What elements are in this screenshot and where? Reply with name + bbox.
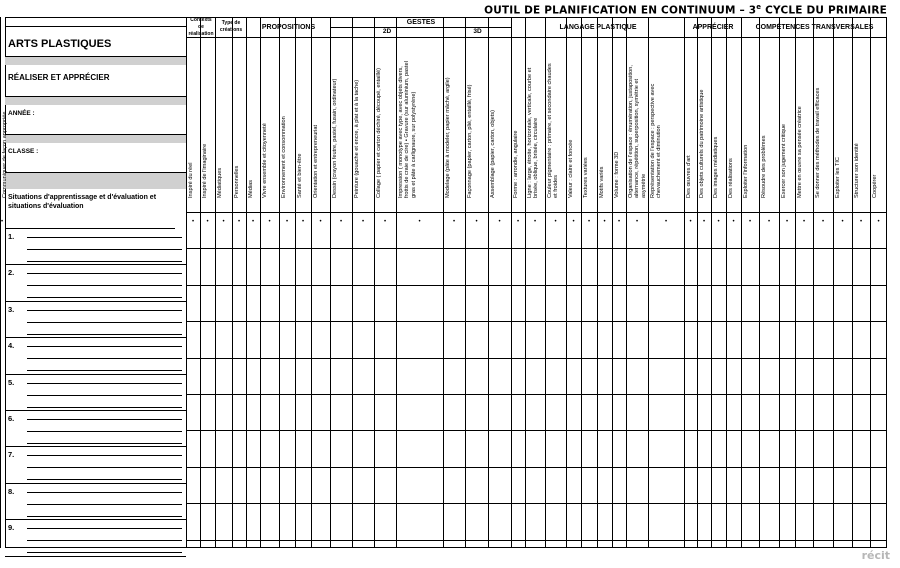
- situation-row[interactable]: [5, 302, 186, 338]
- bullet-icon: •: [517, 219, 520, 225]
- criteria-column[interactable]: [443, 17, 465, 548]
- grid-row-line: [186, 540, 887, 541]
- situation-row[interactable]: [5, 520, 186, 556]
- writing-line[interactable]: [27, 237, 182, 238]
- column-label: Exercer son jugement critique: [781, 124, 787, 198]
- bullet-icon: •: [860, 219, 863, 225]
- column-label: Communiquer de façon appropriée: [2, 111, 8, 198]
- criteria-column[interactable]: [813, 17, 833, 548]
- class-field-label[interactable]: CLASSE :: [5, 143, 186, 173]
- grid-row-line: [186, 248, 887, 249]
- recit-logo: récit: [861, 549, 890, 562]
- bullet-icon: •: [222, 219, 225, 225]
- writing-line[interactable]: [27, 492, 182, 493]
- column-label: Inspiré du réel: [188, 162, 194, 198]
- criteria-column[interactable]: [525, 17, 545, 548]
- column-label: Textures variées: [583, 157, 589, 198]
- row-number: 3.: [8, 304, 15, 314]
- column-label: Impression ( monotype avec type, avec objets divers, frottis de craie de cire) • Gravure (sur aluminium, pastel gras et pâte à carlignaure, sur polystyrène): [398, 61, 417, 198]
- bullet-icon: •: [268, 219, 271, 225]
- column-label: Valeur : claire et foncée: [568, 139, 574, 198]
- criteria-column[interactable]: [511, 17, 525, 548]
- column-label: Médiatiques: [217, 167, 223, 198]
- column-label: Inspiré de l'imaginaire: [202, 143, 208, 198]
- bullet-icon: •: [636, 219, 639, 225]
- column-label: Modelage (pâte à modeler, papier mâché, argile): [445, 77, 451, 198]
- bullet-icon: •: [768, 219, 771, 225]
- criteria-column[interactable]: [396, 17, 443, 548]
- situation-row[interactable]: [5, 447, 186, 483]
- row-number: 8.: [8, 486, 15, 496]
- column-label: Exploiter les TIC: [835, 157, 841, 198]
- group-header-apprecier: APPRÉCIER: [684, 17, 741, 37]
- bullet-icon: •: [238, 219, 241, 225]
- writing-line[interactable]: [27, 552, 182, 553]
- column-label: Couleur pigmentaire : primaire, et secondaire chaudes et froides: [547, 63, 560, 198]
- column-label: Des œuvres d'art: [686, 155, 692, 198]
- row-number: 5.: [8, 377, 15, 387]
- criteria-column[interactable]: [779, 17, 795, 548]
- grid-row-line: [186, 467, 887, 468]
- situation-row[interactable]: [5, 338, 186, 374]
- document-title: OUTIL DE PLANIFICATION EN CONTINUUM – 3e CYCLE DU PRIMAIRE: [484, 3, 887, 17]
- bullet-icon: •: [1, 219, 4, 225]
- writing-line[interactable]: [27, 383, 182, 384]
- writing-line[interactable]: [27, 297, 182, 298]
- writing-line[interactable]: [27, 370, 182, 371]
- group-header-gestes: GESTES: [330, 17, 511, 27]
- bullet-icon: •: [475, 219, 478, 225]
- row-number: 7.: [8, 450, 15, 460]
- bullet-icon: •: [340, 219, 343, 225]
- row-number: 6.: [8, 414, 15, 423]
- writing-line[interactable]: [27, 540, 182, 541]
- criteria-column[interactable]: [612, 17, 626, 548]
- grid-row-line: [186, 430, 887, 431]
- bullet-icon: •: [877, 219, 880, 225]
- bullet-icon: •: [786, 219, 789, 225]
- grid-row-line: [186, 321, 887, 322]
- sub-header-g2d: 2D: [330, 27, 443, 37]
- competency-title: RÉALISER ET APPRÉCIER: [5, 65, 186, 97]
- criteria-column[interactable]: [465, 17, 488, 548]
- situation-row[interactable]: [5, 265, 186, 301]
- column-label: Résoudre des problèmes: [761, 135, 767, 198]
- column-label: Structurer son identité: [854, 143, 860, 198]
- column-label: Coopérer: [872, 174, 878, 198]
- group-header-langage: LANGAGE PLASTIQUE: [511, 17, 684, 37]
- situation-row[interactable]: [5, 411, 186, 447]
- writing-line[interactable]: [27, 334, 182, 335]
- grid-row-line: [186, 37, 887, 38]
- bullet-icon: •: [206, 219, 209, 225]
- writing-line[interactable]: [27, 346, 182, 347]
- column-label: Des images médiatiques: [713, 136, 719, 198]
- situations-label: Situations d'apprentissage et d'évaluation et situations d'évaluation: [5, 189, 175, 229]
- writing-line[interactable]: [27, 443, 182, 444]
- writing-line[interactable]: [27, 419, 182, 420]
- bullet-icon: •: [453, 219, 456, 225]
- writing-line[interactable]: [27, 249, 182, 250]
- criteria-column[interactable]: [684, 17, 697, 548]
- criteria-column[interactable]: [711, 17, 726, 548]
- criteria-column[interactable]: [545, 17, 566, 548]
- criteria-column[interactable]: [741, 17, 759, 548]
- column-label: Médias: [248, 179, 254, 198]
- bullet-icon: •: [418, 219, 421, 225]
- criteria-column[interactable]: [352, 17, 374, 548]
- writing-line[interactable]: [27, 455, 182, 456]
- subject-title: ARTS PLASTIQUES: [5, 27, 186, 57]
- writing-line[interactable]: [27, 528, 182, 529]
- writing-line[interactable]: [27, 516, 182, 517]
- grid-row-line: [186, 358, 887, 359]
- column-label: Assemblage (papier, carton, objets): [490, 110, 496, 198]
- column-label: Personnelles: [234, 165, 240, 198]
- column-label: Représentation de l'espace : perspective avec chevauchement et diminution: [650, 83, 663, 198]
- column-label: Motifs variés: [599, 166, 605, 198]
- bullet-icon: •: [749, 219, 752, 225]
- criteria-column[interactable]: [648, 17, 684, 548]
- writing-line[interactable]: [27, 322, 182, 323]
- bullet-icon: •: [689, 219, 692, 225]
- criteria-column[interactable]: [0, 17, 8, 548]
- criteria-column[interactable]: [759, 17, 779, 548]
- writing-line[interactable]: [27, 358, 182, 359]
- criteria-column[interactable]: [374, 17, 396, 548]
- column-label: Organisation de l'espace : énumération, juxtaposition, alternance, répétition, superposition, symétrie et asymétrie: [628, 65, 647, 198]
- bullet-icon: •: [192, 219, 195, 225]
- writing-line[interactable]: [27, 467, 182, 468]
- writing-line[interactable]: [27, 261, 182, 262]
- bullet-icon: •: [362, 219, 365, 225]
- column-label: Se donner des méthodes de travail efficaces: [815, 87, 821, 198]
- group-header-types: Type de créations: [215, 17, 246, 37]
- bullet-icon: •: [732, 219, 735, 225]
- bullet-icon: •: [252, 219, 255, 225]
- row-number: 1.: [8, 232, 15, 241]
- column-label: Dessin (crayon feutre, pastel, fusain, ordinateur): [332, 78, 338, 198]
- writing-line[interactable]: [27, 407, 182, 408]
- year-field-label[interactable]: ANNÉE :: [5, 105, 186, 135]
- situation-row[interactable]: [5, 229, 186, 265]
- writing-line[interactable]: [27, 431, 182, 432]
- situation-row[interactable]: [5, 375, 186, 411]
- sub-header-g3d: 3D: [443, 27, 511, 37]
- row-number: 9.: [8, 523, 15, 533]
- column-label: Orientation et entrepreneuriat: [313, 124, 319, 198]
- column-label: Collage ( papier et carton déchiré, découpé, entaillé): [376, 68, 382, 198]
- criteria-column[interactable]: [597, 17, 612, 548]
- grid-row-line: [186, 503, 887, 504]
- column-label: Mettre en œuvre sa pensée créatrice: [797, 106, 803, 198]
- grid-row-line: [186, 212, 887, 213]
- writing-line[interactable]: [27, 479, 182, 480]
- row-number: 2.: [8, 268, 15, 278]
- bullet-icon: •: [603, 219, 606, 225]
- group-header-contexts: Contexts de réalisation: [186, 17, 215, 37]
- bullet-icon: •: [534, 219, 537, 225]
- bullet-icon: •: [384, 219, 387, 225]
- column-label: Des objets culturels du patrimoine artistique: [699, 89, 705, 198]
- column-label: Façonnage (papier, carton, plié, entaillé, frisé): [467, 84, 473, 198]
- column-label: Forme : arrondie, angulaire: [513, 130, 519, 198]
- column-label: Vivre ensemble et citoyenneté: [262, 123, 268, 198]
- column-label: Volume : forme 3D: [614, 151, 620, 198]
- bullet-icon: •: [822, 219, 825, 225]
- criteria-column[interactable]: [726, 17, 741, 548]
- criteria-column[interactable]: [870, 17, 887, 548]
- writing-line[interactable]: [27, 285, 182, 286]
- criteria-column[interactable]: [795, 17, 813, 548]
- bullet-icon: •: [717, 219, 720, 225]
- bullet-icon: •: [588, 219, 591, 225]
- writing-line[interactable]: [27, 273, 182, 274]
- criteria-column[interactable]: [833, 17, 852, 548]
- bullet-icon: •: [498, 219, 501, 225]
- bullet-icon: •: [572, 219, 575, 225]
- bullet-icon: •: [302, 219, 305, 225]
- column-label: Peinture (gouache et encre, à plat et à la tache): [354, 79, 360, 198]
- column-label: Santé et bien-être: [297, 153, 303, 198]
- criteria-column[interactable]: [697, 17, 711, 548]
- column-label: Ligne : large, étroite, horizontale, verticale, courbe et brisée, oblique, brisée, circulaire: [527, 67, 540, 198]
- criteria-column[interactable]: [566, 17, 581, 548]
- criteria-column[interactable]: [626, 17, 648, 548]
- bullet-icon: •: [554, 219, 557, 225]
- situation-row[interactable]: [5, 484, 186, 520]
- grid-row-line: [186, 394, 887, 395]
- column-label: Environnement et consommation: [281, 116, 287, 198]
- grid-row-line: [186, 285, 887, 286]
- bullet-icon: •: [286, 219, 289, 225]
- criteria-column[interactable]: [488, 17, 511, 548]
- bullet-icon: •: [803, 219, 806, 225]
- bullet-icon: •: [841, 219, 844, 225]
- group-header-propositions: PROPOSITIONS: [246, 17, 330, 37]
- writing-line[interactable]: [27, 395, 182, 396]
- column-label: Exploiter l'information: [743, 144, 749, 198]
- bullet-icon: •: [665, 219, 668, 225]
- bullet-icon: •: [319, 219, 322, 225]
- row-number: 4.: [8, 341, 15, 351]
- writing-line[interactable]: [27, 310, 182, 311]
- column-label: Des réalisations: [728, 158, 734, 198]
- bullet-icon: •: [618, 219, 621, 225]
- criteria-column[interactable]: [852, 17, 870, 548]
- bullet-icon: •: [703, 219, 706, 225]
- criteria-column[interactable]: [581, 17, 597, 548]
- writing-line[interactable]: [27, 504, 182, 505]
- group-header-competences: COMPÉTENCES TRANSVERSALES: [741, 17, 887, 37]
